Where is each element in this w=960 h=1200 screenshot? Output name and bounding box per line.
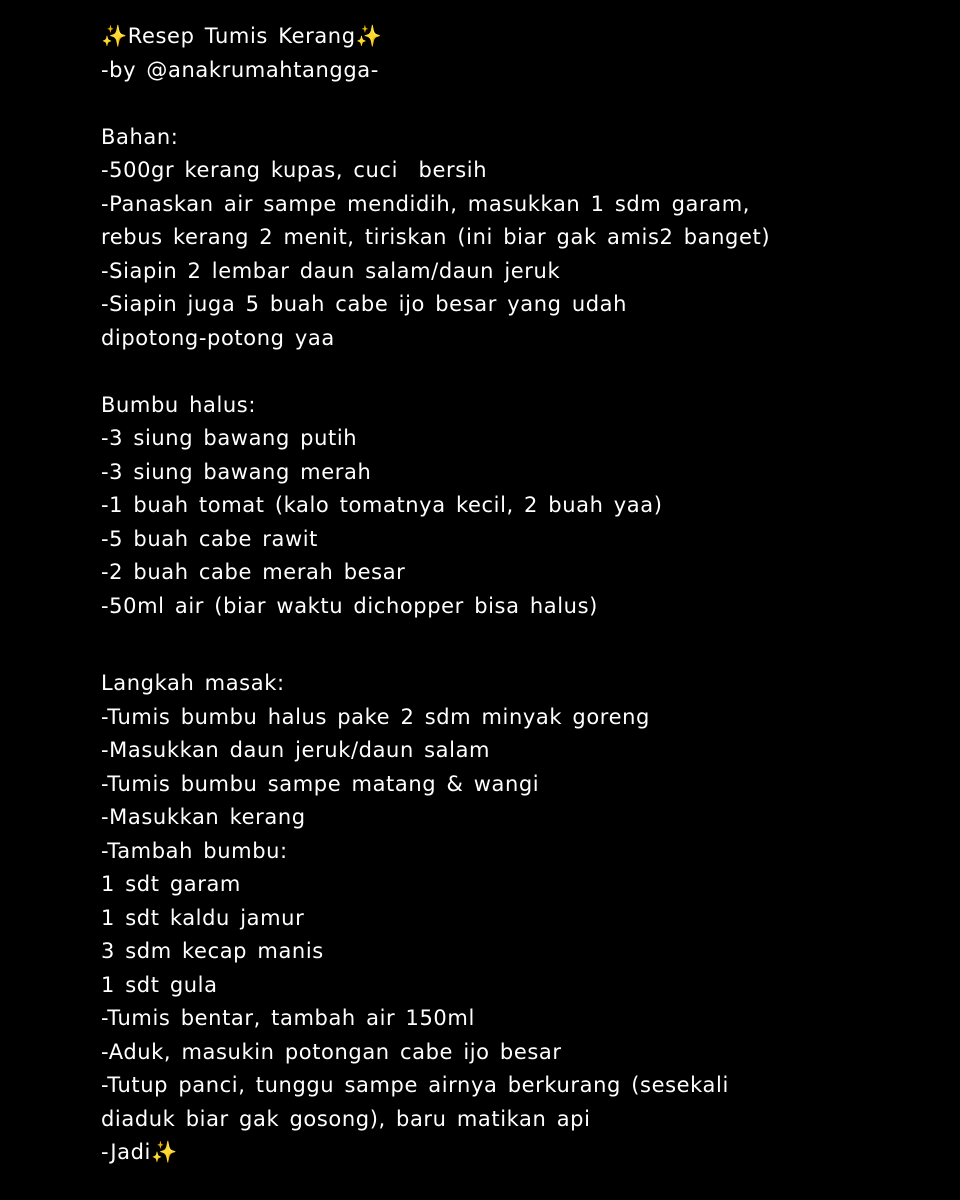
bahan-line: dipotong-potong yaa xyxy=(101,325,335,350)
langkah-line: -Masukkan kerang xyxy=(101,805,306,829)
bahan-line: -Siapin juga 5 buah cabe ijo besar yang udah xyxy=(101,292,628,316)
bahan-line: -500gr kerang kupas, cuci bersih xyxy=(101,158,488,182)
langkah-line: 1 sdt garam xyxy=(101,872,241,896)
bumbu-line: -2 buah cabe merah besar xyxy=(101,560,406,584)
bumbu-line: -3 siung bawang merah xyxy=(101,459,372,484)
bumbu-line: -1 buah tomat (kalo tomatnya kecil, 2 buah yaa) xyxy=(101,493,663,517)
langkah-line: -Masukkan daun jeruk/daun salam xyxy=(101,738,491,762)
langkah-line: -Tutup panci, tunggu sampe airnya berkurang (sesekali xyxy=(101,1073,729,1097)
spacer xyxy=(101,87,941,121)
bahan-line: rebus kerang 2 menit, tiriskan (ini biar gak amis2 banget) xyxy=(101,225,771,249)
spacer xyxy=(101,355,941,389)
recipe-byline: -by @anakrumahtangga- xyxy=(101,57,379,82)
bahan-section xyxy=(101,121,941,356)
bumbu-line: -5 buah cabe rawit xyxy=(101,526,318,551)
langkah-line: diaduk biar gak gosong), baru matikan api xyxy=(101,1106,591,1131)
langkah-line: -Tambah bumbu: xyxy=(101,838,288,863)
bumbu-line: -3 siung bawang putih xyxy=(101,426,358,450)
bumbu-heading: Bumbu halus: xyxy=(101,392,257,417)
spacer xyxy=(101,623,941,667)
sparkle-icon: ✨ xyxy=(355,24,383,48)
bahan-line: -Panaskan air sampe mendidih, masukkan 1 sdm garam, xyxy=(101,191,751,216)
langkah-line: 1 sdt kaldu jamur xyxy=(101,905,305,930)
bahan-line: -Siapin 2 lembar daun salam/daun jeruk xyxy=(101,258,561,283)
langkah-line: 3 sdm kecap manis xyxy=(101,939,324,963)
bahan-heading: Bahan: xyxy=(101,124,179,149)
recipe-title xyxy=(101,20,941,54)
sparkle-icon: ✨ xyxy=(101,24,128,48)
recipe-title-text: Resep Tumis Kerang xyxy=(127,24,356,48)
recipe-document xyxy=(101,20,941,1170)
langkah-line: 1 sdt gula xyxy=(101,972,218,997)
langkah-final-text: -Jadi xyxy=(101,1140,151,1164)
langkah-section xyxy=(101,667,941,1170)
langkah-heading: Langkah masak: xyxy=(101,671,285,695)
langkah-line: -Tumis bentar, tambah air 150ml xyxy=(101,1006,475,1030)
langkah-line: -Tumis bumbu sampe matang & wangi xyxy=(101,771,540,796)
langkah-final xyxy=(101,1136,941,1170)
langkah-line: -Aduk, masukin potongan cabe ijo besar xyxy=(101,1039,562,1064)
sparkle-icon: ✨ xyxy=(150,1140,178,1164)
bumbu-section xyxy=(101,389,941,624)
bumbu-line: -50ml air (biar waktu dichopper bisa halus) xyxy=(101,593,598,618)
langkah-line: -Tumis bumbu halus pake 2 sdm minyak goreng xyxy=(101,704,650,729)
